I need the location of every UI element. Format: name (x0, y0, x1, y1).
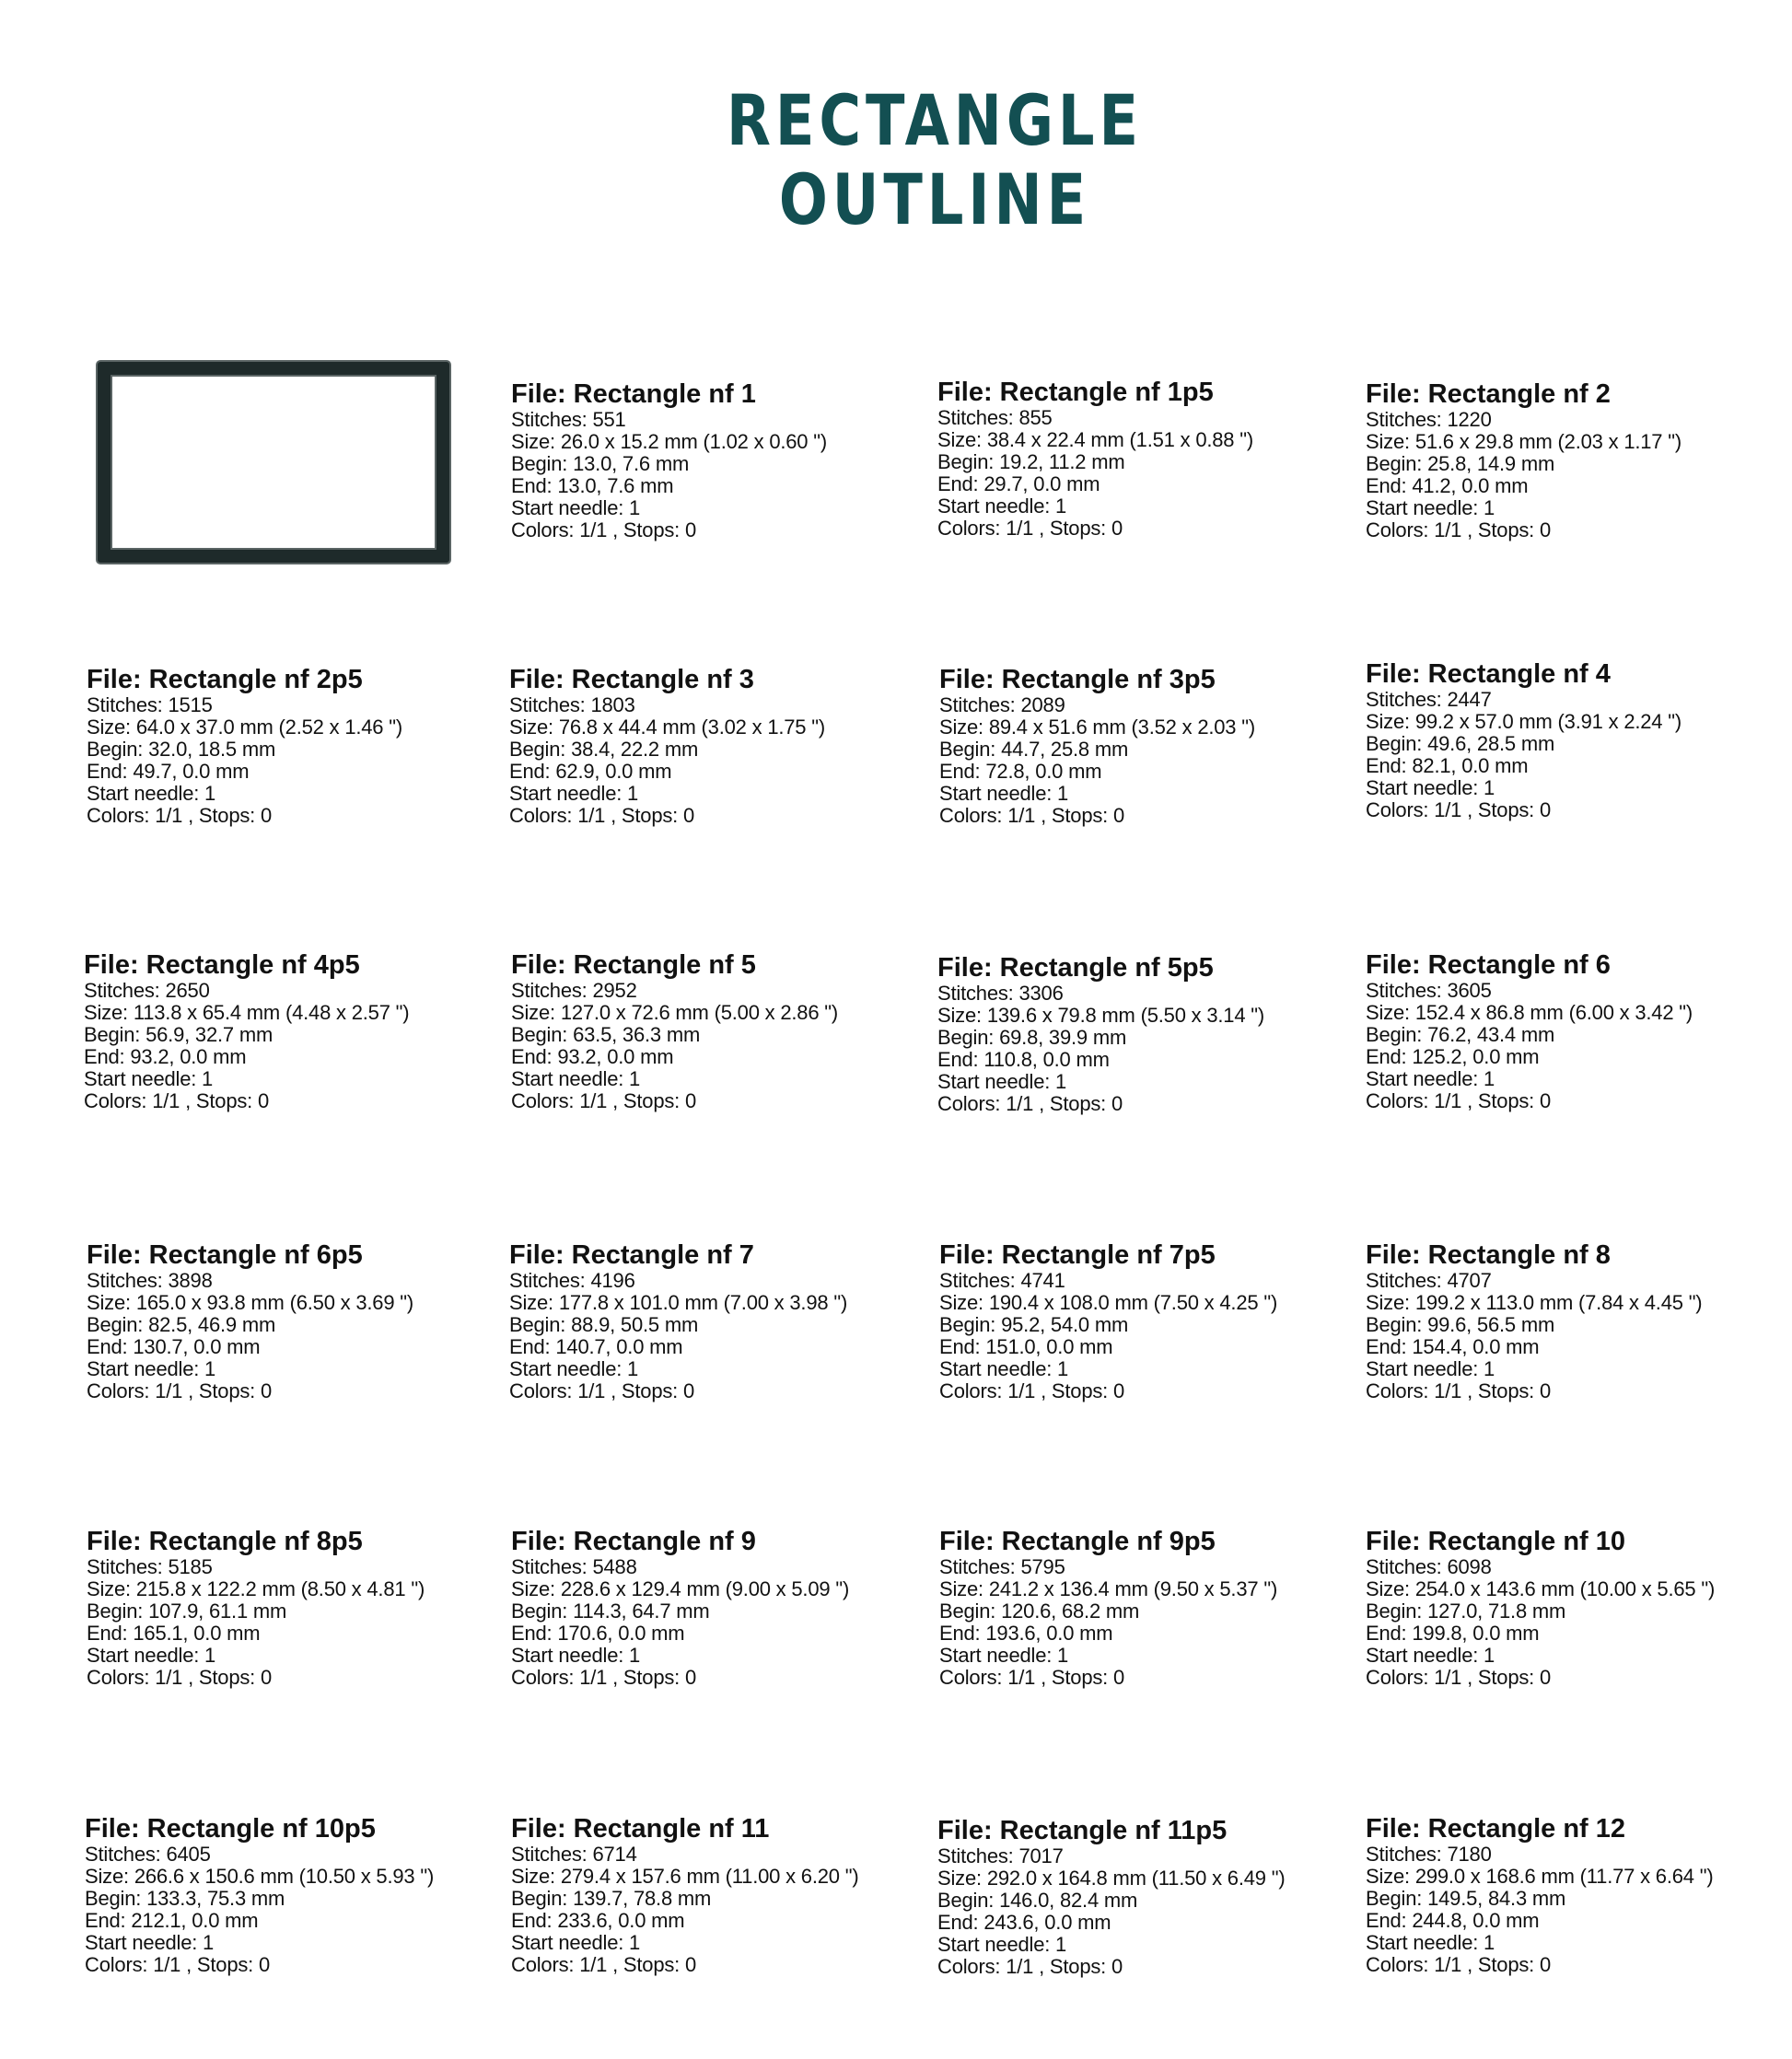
end-value: End: 154.4, 0.0 mm (1366, 1335, 1540, 1358)
colors-stops-value: Colors: 1/1 , Stops: 0 (1366, 518, 1552, 541)
file-card (937, 1816, 1343, 1978)
begin-value: Begin: 56.9, 32.7 mm (84, 1023, 273, 1046)
title-line-1: RECTANGLE (726, 79, 1144, 161)
file-card (937, 378, 1343, 540)
start-needle-value: Start needle: 1 (1366, 1931, 1495, 1954)
start-needle-value: Start needle: 1 (87, 782, 216, 805)
start-needle-value: Start needle: 1 (1366, 776, 1495, 799)
size-value: Size: 190.4 x 108.0 mm (7.50 x 4.25 ") (939, 1291, 1278, 1314)
file-card (511, 1527, 916, 1689)
begin-value: Begin: 49.6, 28.5 mm (1366, 732, 1555, 755)
size-value: Size: 89.4 x 51.6 mm (3.52 x 2.03 ") (939, 715, 1255, 739)
begin-value: Begin: 38.4, 22.2 mm (509, 738, 699, 761)
start-needle-value: Start needle: 1 (1366, 1357, 1495, 1380)
file-name: File: Rectangle nf 9 (511, 1527, 756, 1556)
start-needle-value: Start needle: 1 (1366, 1644, 1495, 1667)
colors-stops-value: Colors: 1/1 , Stops: 0 (939, 1379, 1125, 1402)
end-value: End: 82.1, 0.0 mm (1366, 754, 1529, 777)
end-value: End: 151.0, 0.0 mm (939, 1335, 1113, 1358)
colors-stops-value: Colors: 1/1 , Stops: 0 (511, 1666, 697, 1689)
size-value: Size: 279.4 x 157.6 mm (11.00 x 6.20 ") (511, 1865, 859, 1888)
colors-stops-value: Colors: 1/1 , Stops: 0 (85, 1953, 271, 1976)
page-title (169, 81, 1702, 239)
stitches-count: Stitches: 1803 (509, 693, 635, 716)
stitches-count: Stitches: 3306 (937, 982, 1064, 1005)
begin-value: Begin: 149.5, 84.3 mm (1366, 1887, 1566, 1910)
begin-value: Begin: 99.6, 56.5 mm (1366, 1313, 1555, 1336)
start-needle-value: Start needle: 1 (1366, 1067, 1495, 1090)
file-card (1366, 1240, 1771, 1402)
start-needle-value: Start needle: 1 (939, 1644, 1069, 1667)
start-needle-value: Start needle: 1 (509, 1357, 639, 1380)
start-needle-value: Start needle: 1 (511, 1067, 641, 1090)
size-value: Size: 64.0 x 37.0 mm (2.52 x 1.46 ") (87, 715, 402, 739)
start-needle-value: Start needle: 1 (1366, 496, 1495, 519)
end-value: End: 193.6, 0.0 mm (939, 1622, 1113, 1645)
begin-value: Begin: 120.6, 68.2 mm (939, 1600, 1140, 1623)
stitches-count: Stitches: 5185 (87, 1555, 213, 1578)
file-card (1366, 1527, 1771, 1689)
begin-value: Begin: 69.8, 39.9 mm (937, 1026, 1127, 1049)
size-value: Size: 38.4 x 22.4 mm (1.51 x 0.88 ") (937, 428, 1253, 451)
size-value: Size: 266.6 x 150.6 mm (10.50 x 5.93 ") (85, 1865, 435, 1888)
end-value: End: 130.7, 0.0 mm (87, 1335, 261, 1358)
size-value: Size: 165.0 x 93.8 mm (6.50 x 3.69 ") (87, 1291, 414, 1314)
file-card (87, 1527, 492, 1689)
start-needle-value: Start needle: 1 (937, 1933, 1067, 1956)
colors-stops-value: Colors: 1/1 , Stops: 0 (511, 518, 697, 541)
begin-value: Begin: 133.3, 75.3 mm (85, 1887, 285, 1910)
file-name: File: Rectangle nf 2 (1366, 379, 1611, 409)
file-card (511, 950, 916, 1112)
colors-stops-value: Colors: 1/1 , Stops: 0 (937, 1092, 1123, 1115)
begin-value: Begin: 107.9, 61.1 mm (87, 1600, 287, 1623)
file-card (1366, 659, 1771, 821)
file-name: File: Rectangle nf 12 (1366, 1814, 1626, 1844)
end-value: End: 72.8, 0.0 mm (939, 760, 1102, 783)
stitches-count: Stitches: 2447 (1366, 688, 1492, 711)
end-value: End: 93.2, 0.0 mm (511, 1045, 674, 1068)
colors-stops-value: Colors: 1/1 , Stops: 0 (1366, 798, 1552, 821)
file-card (1366, 379, 1771, 541)
begin-value: Begin: 114.3, 64.7 mm (511, 1600, 710, 1623)
colors-stops-value: Colors: 1/1 , Stops: 0 (84, 1089, 270, 1112)
colors-stops-value: Colors: 1/1 , Stops: 0 (511, 1953, 697, 1976)
size-value: Size: 254.0 x 143.6 mm (10.00 x 5.65 ") (1366, 1577, 1716, 1600)
stitches-count: Stitches: 6098 (1366, 1555, 1492, 1578)
end-value: End: 170.6, 0.0 mm (511, 1622, 685, 1645)
file-name: File: Rectangle nf 4 (1366, 659, 1611, 689)
colors-stops-value: Colors: 1/1 , Stops: 0 (937, 517, 1123, 540)
begin-value: Begin: 32.0, 18.5 mm (87, 738, 276, 761)
begin-value: Begin: 88.9, 50.5 mm (509, 1313, 699, 1336)
start-needle-value: Start needle: 1 (509, 782, 639, 805)
file-card (85, 1814, 490, 1976)
file-name: File: Rectangle nf 11 (511, 1814, 770, 1844)
end-value: End: 29.7, 0.0 mm (937, 472, 1100, 495)
colors-stops-value: Colors: 1/1 , Stops: 0 (509, 804, 695, 827)
stitches-count: Stitches: 6405 (85, 1843, 211, 1866)
stitches-count: Stitches: 7180 (1366, 1843, 1492, 1866)
start-needle-value: Start needle: 1 (511, 1644, 641, 1667)
start-needle-value: Start needle: 1 (84, 1067, 214, 1090)
stitches-count: Stitches: 5795 (939, 1555, 1065, 1578)
file-card (939, 665, 1344, 827)
size-value: Size: 113.8 x 65.4 mm (4.48 x 2.57 ") (84, 1001, 410, 1024)
start-needle-value: Start needle: 1 (511, 496, 641, 519)
stitches-count: Stitches: 551 (511, 408, 626, 431)
stitches-count: Stitches: 855 (937, 406, 1053, 429)
file-card (939, 1527, 1344, 1689)
stitches-count: Stitches: 4707 (1366, 1269, 1492, 1292)
size-value: Size: 152.4 x 86.8 mm (6.00 x 3.42 ") (1366, 1001, 1693, 1024)
colors-stops-value: Colors: 1/1 , Stops: 0 (1366, 1379, 1552, 1402)
end-value: End: 233.6, 0.0 mm (511, 1909, 685, 1932)
stitches-count: Stitches: 2089 (939, 693, 1065, 716)
colors-stops-value: Colors: 1/1 , Stops: 0 (87, 1379, 273, 1402)
colors-stops-value: Colors: 1/1 , Stops: 0 (1366, 1953, 1552, 1976)
colors-stops-value: Colors: 1/1 , Stops: 0 (1366, 1666, 1552, 1689)
stitches-count: Stitches: 3605 (1366, 979, 1492, 1002)
file-card (84, 950, 489, 1112)
colors-stops-value: Colors: 1/1 , Stops: 0 (87, 804, 273, 827)
stitches-count: Stitches: 7017 (937, 1844, 1064, 1867)
end-value: End: 165.1, 0.0 mm (87, 1622, 261, 1645)
end-value: End: 199.8, 0.0 mm (1366, 1622, 1540, 1645)
size-value: Size: 177.8 x 101.0 mm (7.00 x 3.98 ") (509, 1291, 848, 1314)
begin-value: Begin: 63.5, 36.3 mm (511, 1023, 701, 1046)
stitches-count: Stitches: 6714 (511, 1843, 637, 1866)
size-value: Size: 199.2 x 113.0 mm (7.84 x 4.45 ") (1366, 1291, 1703, 1314)
begin-value: Begin: 13.0, 7.6 mm (511, 452, 690, 475)
stitches-count: Stitches: 4196 (509, 1269, 635, 1292)
file-card (511, 1814, 916, 1976)
size-value: Size: 76.8 x 44.4 mm (3.02 x 1.75 ") (509, 715, 825, 739)
file-name: File: Rectangle nf 11p5 (937, 1816, 1228, 1845)
begin-value: Begin: 76.2, 43.4 mm (1366, 1023, 1555, 1046)
end-value: End: 243.6, 0.0 mm (937, 1911, 1111, 1934)
begin-value: Begin: 25.8, 14.9 mm (1366, 452, 1555, 475)
start-needle-value: Start needle: 1 (85, 1931, 215, 1954)
stitches-count: Stitches: 5488 (511, 1555, 637, 1578)
file-name: File: Rectangle nf 8 (1366, 1240, 1611, 1270)
size-value: Size: 127.0 x 72.6 mm (5.00 x 2.86 ") (511, 1001, 839, 1024)
file-name: File: Rectangle nf 10 (1366, 1527, 1626, 1556)
start-needle-value: Start needle: 1 (939, 782, 1069, 805)
begin-value: Begin: 127.0, 71.8 mm (1366, 1600, 1566, 1623)
size-value: Size: 299.0 x 168.6 mm (11.77 x 6.64 ") (1366, 1865, 1714, 1888)
colors-stops-value: Colors: 1/1 , Stops: 0 (939, 804, 1125, 827)
stitches-count: Stitches: 2952 (511, 979, 637, 1002)
stitches-count: Stitches: 1220 (1366, 408, 1492, 431)
colors-stops-value: Colors: 1/1 , Stops: 0 (511, 1089, 697, 1112)
colors-stops-value: Colors: 1/1 , Stops: 0 (1366, 1089, 1552, 1112)
file-name: File: Rectangle nf 6 (1366, 950, 1611, 980)
file-name: File: Rectangle nf 5p5 (937, 953, 1214, 983)
file-card (1366, 950, 1771, 1112)
size-value: Size: 99.2 x 57.0 mm (3.91 x 2.24 ") (1366, 710, 1681, 733)
start-needle-value: Start needle: 1 (939, 1357, 1069, 1380)
stitches-count: Stitches: 3898 (87, 1269, 213, 1292)
file-card (509, 1240, 914, 1402)
end-value: End: 125.2, 0.0 mm (1366, 1045, 1540, 1068)
begin-value: Begin: 82.5, 46.9 mm (87, 1313, 276, 1336)
file-card (939, 1240, 1344, 1402)
end-value: End: 49.7, 0.0 mm (87, 760, 250, 783)
file-card (509, 665, 914, 827)
end-value: End: 244.8, 0.0 mm (1366, 1909, 1540, 1932)
start-needle-value: Start needle: 1 (937, 494, 1067, 518)
start-needle-value: Start needle: 1 (511, 1931, 641, 1954)
end-value: End: 41.2, 0.0 mm (1366, 474, 1529, 497)
file-name: File: Rectangle nf 4p5 (84, 950, 360, 980)
begin-value: Begin: 44.7, 25.8 mm (939, 738, 1129, 761)
start-needle-value: Start needle: 1 (87, 1357, 216, 1380)
file-name: File: Rectangle nf 3 (509, 665, 754, 694)
size-value: Size: 292.0 x 164.8 mm (11.50 x 6.49 ") (937, 1867, 1286, 1890)
file-card (511, 379, 916, 541)
stitches-count: Stitches: 4741 (939, 1269, 1065, 1292)
begin-value: Begin: 95.2, 54.0 mm (939, 1313, 1129, 1336)
file-name: File: Rectangle nf 1p5 (937, 378, 1214, 407)
size-value: Size: 51.6 x 29.8 mm (2.03 x 1.17 ") (1366, 430, 1681, 453)
colors-stops-value: Colors: 1/1 , Stops: 0 (939, 1666, 1125, 1689)
file-card (87, 665, 492, 827)
end-value: End: 62.9, 0.0 mm (509, 760, 672, 783)
file-name: File: Rectangle nf 6p5 (87, 1240, 363, 1270)
file-name: File: Rectangle nf 7 (509, 1240, 754, 1270)
stitches-count: Stitches: 2650 (84, 979, 210, 1002)
size-value: Size: 241.2 x 136.4 mm (9.50 x 5.37 ") (939, 1577, 1278, 1600)
end-value: End: 93.2, 0.0 mm (84, 1045, 247, 1068)
file-name: File: Rectangle nf 1 (511, 379, 756, 409)
file-name: File: Rectangle nf 7p5 (939, 1240, 1216, 1270)
file-name: File: Rectangle nf 2p5 (87, 665, 363, 694)
size-value: Size: 228.6 x 129.4 mm (9.00 x 5.09 ") (511, 1577, 850, 1600)
file-name: File: Rectangle nf 10p5 (85, 1814, 376, 1844)
file-card (87, 1240, 492, 1402)
rectangle-outline-preview (98, 362, 449, 563)
begin-value: Begin: 139.7, 78.8 mm (511, 1887, 712, 1910)
start-needle-value: Start needle: 1 (937, 1070, 1067, 1093)
file-name: File: Rectangle nf 3p5 (939, 665, 1216, 694)
file-name: File: Rectangle nf 5 (511, 950, 756, 980)
size-value: Size: 139.6 x 79.8 mm (5.50 x 3.14 ") (937, 1004, 1265, 1027)
stitches-count: Stitches: 1515 (87, 693, 213, 716)
file-name: File: Rectangle nf 8p5 (87, 1527, 363, 1556)
begin-value: Begin: 146.0, 82.4 mm (937, 1889, 1138, 1912)
title-line-2: OUTLINE (778, 158, 1091, 240)
colors-stops-value: Colors: 1/1 , Stops: 0 (937, 1955, 1123, 1978)
file-card (937, 953, 1343, 1115)
start-needle-value: Start needle: 1 (87, 1644, 216, 1667)
end-value: End: 140.7, 0.0 mm (509, 1335, 683, 1358)
colors-stops-value: Colors: 1/1 , Stops: 0 (87, 1666, 273, 1689)
colors-stops-value: Colors: 1/1 , Stops: 0 (509, 1379, 695, 1402)
file-name: File: Rectangle nf 9p5 (939, 1527, 1216, 1556)
end-value: End: 110.8, 0.0 mm (937, 1048, 1110, 1071)
file-card (1366, 1814, 1771, 1976)
end-value: End: 212.1, 0.0 mm (85, 1909, 259, 1932)
size-value: Size: 215.8 x 122.2 mm (8.50 x 4.81 ") (87, 1577, 425, 1600)
end-value: End: 13.0, 7.6 mm (511, 474, 674, 497)
begin-value: Begin: 19.2, 11.2 mm (937, 450, 1125, 473)
size-value: Size: 26.0 x 15.2 mm (1.02 x 0.60 ") (511, 430, 827, 453)
